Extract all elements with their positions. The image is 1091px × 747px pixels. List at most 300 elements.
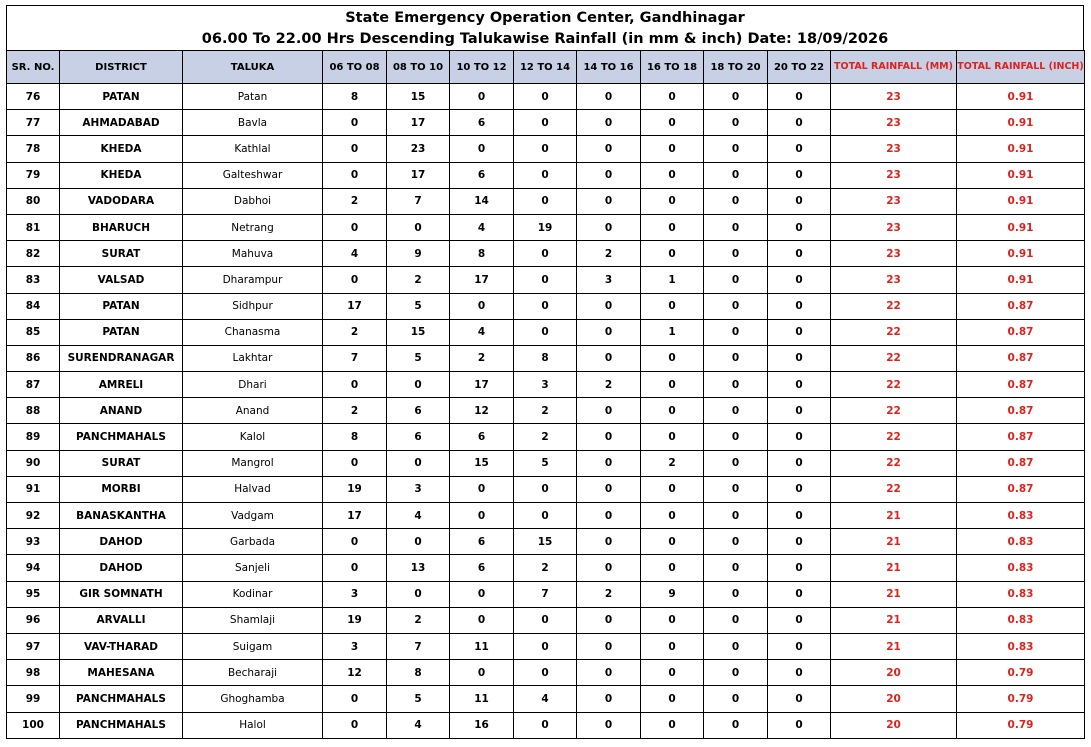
column-header: 18 TO 20	[704, 51, 768, 84]
rain-16-18-cell: 0	[641, 188, 704, 214]
table-row	[7, 84, 1085, 110]
rain-10-12-cell: 15	[450, 450, 514, 476]
total-mm-cell: 23	[831, 136, 957, 162]
column-header: 20 TO 22	[768, 51, 831, 84]
rain-20-22-cell: 0	[768, 267, 831, 293]
district-cell: DAHOD	[60, 529, 183, 555]
rain-06-08-cell: 8	[323, 424, 387, 450]
rain-14-16-cell: 2	[577, 241, 641, 267]
rain-16-18-cell: 0	[641, 660, 704, 686]
rain-18-20-cell: 0	[704, 267, 768, 293]
rain-14-16-cell: 0	[577, 188, 641, 214]
column-header: DISTRICT	[60, 51, 183, 84]
rain-06-08-cell: 0	[323, 267, 387, 293]
table-row	[7, 241, 1085, 267]
rain-14-16-cell: 0	[577, 660, 641, 686]
total-mm-cell: 22	[831, 398, 957, 424]
rain-14-16-cell: 2	[577, 581, 641, 607]
total-mm-cell: 22	[831, 345, 957, 371]
rain-08-10-cell: 5	[387, 293, 450, 319]
table-row	[7, 633, 1085, 659]
rain-14-16-cell: 2	[577, 372, 641, 398]
rain-08-10-cell: 15	[387, 319, 450, 345]
rain-12-14-cell: 15	[514, 529, 577, 555]
district-cell: AMRELI	[60, 372, 183, 398]
rain-08-10-cell: 17	[387, 162, 450, 188]
district-cell: PANCHMAHALS	[60, 686, 183, 712]
rain-20-22-cell: 0	[768, 450, 831, 476]
total-mm-cell: 23	[831, 110, 957, 136]
sr-no-cell: 96	[7, 607, 60, 633]
sr-no-cell: 81	[7, 214, 60, 240]
rain-16-18-cell: 0	[641, 398, 704, 424]
table-row	[7, 424, 1085, 450]
total-mm-cell: 23	[831, 241, 957, 267]
rain-06-08-cell: 7	[323, 345, 387, 371]
rain-14-16-cell: 0	[577, 424, 641, 450]
taluka-cell: Dharampur	[183, 267, 323, 293]
table-row	[7, 319, 1085, 345]
total-inch-cell: 0.83	[957, 581, 1085, 607]
column-header: 10 TO 12	[450, 51, 514, 84]
rain-10-12-cell: 17	[450, 267, 514, 293]
rain-10-12-cell: 14	[450, 188, 514, 214]
rain-20-22-cell: 0	[768, 84, 831, 110]
sr-no-cell: 100	[7, 712, 60, 738]
column-header: 12 TO 14	[514, 51, 577, 84]
rain-08-10-cell: 0	[387, 450, 450, 476]
rain-16-18-cell: 9	[641, 581, 704, 607]
sr-no-cell: 93	[7, 529, 60, 555]
rain-14-16-cell: 0	[577, 345, 641, 371]
rain-06-08-cell: 3	[323, 633, 387, 659]
rain-12-14-cell: 0	[514, 476, 577, 502]
rain-08-10-cell: 7	[387, 633, 450, 659]
taluka-cell: Kalol	[183, 424, 323, 450]
rain-18-20-cell: 0	[704, 424, 768, 450]
total-inch-cell: 0.83	[957, 529, 1085, 555]
rain-16-18-cell: 0	[641, 712, 704, 738]
taluka-cell: Dhari	[183, 372, 323, 398]
taluka-cell: Lakhtar	[183, 345, 323, 371]
table-row	[7, 293, 1085, 319]
taluka-cell: Becharaji	[183, 660, 323, 686]
total-inch-cell: 0.79	[957, 660, 1085, 686]
sr-no-cell: 84	[7, 293, 60, 319]
total-mm-cell: 22	[831, 319, 957, 345]
rain-10-12-cell: 0	[450, 581, 514, 607]
sr-no-cell: 88	[7, 398, 60, 424]
rain-18-20-cell: 0	[704, 712, 768, 738]
rain-20-22-cell: 0	[768, 319, 831, 345]
rain-12-14-cell: 0	[514, 319, 577, 345]
total-inch-cell: 0.91	[957, 136, 1085, 162]
column-header: 14 TO 16	[577, 51, 641, 84]
rain-08-10-cell: 0	[387, 372, 450, 398]
district-cell: BANASKANTHA	[60, 503, 183, 529]
district-cell: SURENDRANAGAR	[60, 345, 183, 371]
rain-12-14-cell: 2	[514, 398, 577, 424]
rain-16-18-cell: 0	[641, 424, 704, 450]
rain-20-22-cell: 0	[768, 607, 831, 633]
table-row	[7, 188, 1085, 214]
rain-12-14-cell: 2	[514, 555, 577, 581]
taluka-cell: Vadgam	[183, 503, 323, 529]
column-header-total-mm: TOTAL RAINFALL (MM)	[831, 51, 957, 84]
rain-20-22-cell: 0	[768, 293, 831, 319]
rain-10-12-cell: 0	[450, 660, 514, 686]
table-row	[7, 450, 1085, 476]
rain-20-22-cell: 0	[768, 241, 831, 267]
rain-18-20-cell: 0	[704, 241, 768, 267]
table-row	[7, 660, 1085, 686]
rain-06-08-cell: 3	[323, 581, 387, 607]
rain-20-22-cell: 0	[768, 476, 831, 502]
table-row	[7, 214, 1085, 240]
sr-no-cell: 83	[7, 267, 60, 293]
rain-12-14-cell: 0	[514, 241, 577, 267]
sr-no-cell: 80	[7, 188, 60, 214]
table-header-row	[7, 51, 1085, 84]
rain-06-08-cell: 17	[323, 293, 387, 319]
rain-12-14-cell: 0	[514, 607, 577, 633]
district-cell: KHEDA	[60, 162, 183, 188]
rain-06-08-cell: 19	[323, 476, 387, 502]
rain-10-12-cell: 11	[450, 686, 514, 712]
taluka-cell: Kodinar	[183, 581, 323, 607]
rain-20-22-cell: 0	[768, 424, 831, 450]
district-cell: SURAT	[60, 450, 183, 476]
total-inch-cell: 0.79	[957, 712, 1085, 738]
rain-08-10-cell: 15	[387, 84, 450, 110]
rain-14-16-cell: 3	[577, 267, 641, 293]
rain-18-20-cell: 0	[704, 214, 768, 240]
rain-18-20-cell: 0	[704, 319, 768, 345]
total-mm-cell: 20	[831, 660, 957, 686]
rain-20-22-cell: 0	[768, 529, 831, 555]
rain-06-08-cell: 0	[323, 529, 387, 555]
column-header: SR. NO.	[7, 51, 60, 84]
rain-16-18-cell: 0	[641, 293, 704, 319]
rain-10-12-cell: 6	[450, 110, 514, 136]
taluka-cell: Halol	[183, 712, 323, 738]
rain-14-16-cell: 0	[577, 503, 641, 529]
rain-12-14-cell: 3	[514, 372, 577, 398]
table-row	[7, 607, 1085, 633]
total-mm-cell: 21	[831, 581, 957, 607]
column-header: 06 TO 08	[323, 51, 387, 84]
rain-06-08-cell: 0	[323, 450, 387, 476]
district-cell: SURAT	[60, 241, 183, 267]
taluka-cell: Garbada	[183, 529, 323, 555]
rain-20-22-cell: 0	[768, 555, 831, 581]
rain-14-16-cell: 0	[577, 319, 641, 345]
rain-18-20-cell: 0	[704, 110, 768, 136]
total-mm-cell: 23	[831, 84, 957, 110]
rain-08-10-cell: 6	[387, 398, 450, 424]
rain-06-08-cell: 0	[323, 555, 387, 581]
total-mm-cell: 22	[831, 450, 957, 476]
table-row	[7, 110, 1085, 136]
rain-10-12-cell: 6	[450, 424, 514, 450]
rain-10-12-cell: 2	[450, 345, 514, 371]
total-inch-cell: 0.87	[957, 319, 1085, 345]
district-cell: BHARUCH	[60, 214, 183, 240]
table-row	[7, 581, 1085, 607]
total-mm-cell: 22	[831, 476, 957, 502]
report-header	[6, 5, 1084, 50]
rain-18-20-cell: 0	[704, 503, 768, 529]
table-row	[7, 686, 1085, 712]
total-inch-cell: 0.91	[957, 84, 1085, 110]
rain-12-14-cell: 0	[514, 136, 577, 162]
district-cell: ARVALLI	[60, 607, 183, 633]
sr-no-cell: 90	[7, 450, 60, 476]
table-row	[7, 712, 1085, 738]
district-cell: GIR SOMNATH	[60, 581, 183, 607]
rain-06-08-cell: 0	[323, 162, 387, 188]
district-cell: PANCHMAHALS	[60, 424, 183, 450]
report-subtitle: 06.00 To 22.00 Hrs Descending Talukawise Rainfall (in mm & inch) Date: 18/09/2026	[201, 31, 889, 47]
rain-08-10-cell: 0	[387, 581, 450, 607]
total-inch-cell: 0.83	[957, 607, 1085, 633]
rain-12-14-cell: 0	[514, 660, 577, 686]
rain-12-14-cell: 0	[514, 162, 577, 188]
district-cell: VADODARA	[60, 188, 183, 214]
column-header: 16 TO 18	[641, 51, 704, 84]
sr-no-cell: 79	[7, 162, 60, 188]
rain-20-22-cell: 0	[768, 345, 831, 371]
rain-20-22-cell: 0	[768, 633, 831, 659]
rain-08-10-cell: 13	[387, 555, 450, 581]
rain-20-22-cell: 0	[768, 581, 831, 607]
rain-16-18-cell: 0	[641, 110, 704, 136]
taluka-cell: Bavla	[183, 110, 323, 136]
rain-16-18-cell: 1	[641, 319, 704, 345]
rain-16-18-cell: 2	[641, 450, 704, 476]
rain-14-16-cell: 0	[577, 110, 641, 136]
district-cell: PATAN	[60, 319, 183, 345]
taluka-cell: Galteshwar	[183, 162, 323, 188]
rain-18-20-cell: 0	[704, 476, 768, 502]
table-body	[7, 84, 1085, 739]
rain-16-18-cell: 0	[641, 345, 704, 371]
rain-12-14-cell: 0	[514, 188, 577, 214]
rain-18-20-cell: 0	[704, 398, 768, 424]
district-cell: DAHOD	[60, 555, 183, 581]
report-title: State Emergency Operation Center, Gandhinagar	[345, 10, 745, 26]
rain-18-20-cell: 0	[704, 633, 768, 659]
table-row	[7, 136, 1085, 162]
rain-06-08-cell: 0	[323, 372, 387, 398]
rain-08-10-cell: 5	[387, 686, 450, 712]
rain-06-08-cell: 0	[323, 686, 387, 712]
rain-10-12-cell: 6	[450, 555, 514, 581]
rain-18-20-cell: 0	[704, 529, 768, 555]
rain-16-18-cell: 0	[641, 529, 704, 555]
rain-12-14-cell: 8	[514, 345, 577, 371]
total-mm-cell: 23	[831, 214, 957, 240]
total-inch-cell: 0.87	[957, 424, 1085, 450]
column-header-total-inch: TOTAL RAINFALL (INCH)	[957, 51, 1085, 84]
district-cell: AHMADABAD	[60, 110, 183, 136]
rain-06-08-cell: 4	[323, 241, 387, 267]
table-row	[7, 555, 1085, 581]
taluka-cell: Patan	[183, 84, 323, 110]
sr-no-cell: 85	[7, 319, 60, 345]
rain-08-10-cell: 23	[387, 136, 450, 162]
rain-08-10-cell: 17	[387, 110, 450, 136]
taluka-cell: Sidhpur	[183, 293, 323, 319]
district-cell: PATAN	[60, 293, 183, 319]
rain-10-12-cell: 4	[450, 214, 514, 240]
rain-08-10-cell: 0	[387, 214, 450, 240]
rain-08-10-cell: 9	[387, 241, 450, 267]
total-inch-cell: 0.87	[957, 293, 1085, 319]
rain-14-16-cell: 0	[577, 84, 641, 110]
sr-no-cell: 94	[7, 555, 60, 581]
rain-10-12-cell: 12	[450, 398, 514, 424]
taluka-cell: Chanasma	[183, 319, 323, 345]
rain-16-18-cell: 0	[641, 214, 704, 240]
district-cell: KHEDA	[60, 136, 183, 162]
sr-no-cell: 82	[7, 241, 60, 267]
rain-18-20-cell: 0	[704, 372, 768, 398]
sr-no-cell: 86	[7, 345, 60, 371]
district-cell: VALSAD	[60, 267, 183, 293]
table-row	[7, 529, 1085, 555]
total-mm-cell: 21	[831, 607, 957, 633]
total-inch-cell: 0.87	[957, 450, 1085, 476]
rain-12-14-cell: 4	[514, 686, 577, 712]
total-inch-cell: 0.91	[957, 241, 1085, 267]
rain-08-10-cell: 2	[387, 607, 450, 633]
rain-12-14-cell: 5	[514, 450, 577, 476]
rain-14-16-cell: 0	[577, 450, 641, 476]
rain-08-10-cell: 3	[387, 476, 450, 502]
rain-20-22-cell: 0	[768, 686, 831, 712]
rain-14-16-cell: 0	[577, 398, 641, 424]
total-inch-cell: 0.91	[957, 214, 1085, 240]
rain-18-20-cell: 0	[704, 581, 768, 607]
rain-06-08-cell: 12	[323, 660, 387, 686]
total-mm-cell: 22	[831, 372, 957, 398]
rain-16-18-cell: 0	[641, 503, 704, 529]
taluka-cell: Dabhoi	[183, 188, 323, 214]
taluka-cell: Anand	[183, 398, 323, 424]
rain-16-18-cell: 1	[641, 267, 704, 293]
rain-06-08-cell: 17	[323, 503, 387, 529]
taluka-cell: Suigam	[183, 633, 323, 659]
rain-08-10-cell: 8	[387, 660, 450, 686]
rain-14-16-cell: 0	[577, 476, 641, 502]
rain-14-16-cell: 0	[577, 293, 641, 319]
rain-10-12-cell: 16	[450, 712, 514, 738]
total-inch-cell: 0.83	[957, 503, 1085, 529]
district-cell: VAV-THARAD	[60, 633, 183, 659]
total-mm-cell: 21	[831, 633, 957, 659]
rain-06-08-cell: 2	[323, 319, 387, 345]
sr-no-cell: 76	[7, 84, 60, 110]
rain-16-18-cell: 0	[641, 136, 704, 162]
total-inch-cell: 0.87	[957, 398, 1085, 424]
rain-10-12-cell: 11	[450, 633, 514, 659]
rain-14-16-cell: 0	[577, 162, 641, 188]
total-inch-cell: 0.79	[957, 686, 1085, 712]
sr-no-cell: 87	[7, 372, 60, 398]
rain-16-18-cell: 0	[641, 686, 704, 712]
rain-20-22-cell: 0	[768, 372, 831, 398]
sr-no-cell: 78	[7, 136, 60, 162]
taluka-cell: Ghoghamba	[183, 686, 323, 712]
table-row	[7, 503, 1085, 529]
rain-12-14-cell: 0	[514, 633, 577, 659]
rain-14-16-cell: 0	[577, 633, 641, 659]
total-mm-cell: 22	[831, 424, 957, 450]
rain-14-16-cell: 0	[577, 136, 641, 162]
district-cell: PANCHMAHALS	[60, 712, 183, 738]
rain-08-10-cell: 7	[387, 188, 450, 214]
rain-12-14-cell: 0	[514, 503, 577, 529]
rain-10-12-cell: 6	[450, 162, 514, 188]
district-cell: MAHESANA	[60, 660, 183, 686]
rain-10-12-cell: 6	[450, 529, 514, 555]
rain-12-14-cell: 0	[514, 293, 577, 319]
rain-10-12-cell: 0	[450, 84, 514, 110]
sr-no-cell: 98	[7, 660, 60, 686]
rain-16-18-cell: 0	[641, 476, 704, 502]
rain-10-12-cell: 17	[450, 372, 514, 398]
rain-10-12-cell: 0	[450, 476, 514, 502]
total-mm-cell: 23	[831, 188, 957, 214]
rain-16-18-cell: 0	[641, 555, 704, 581]
rain-08-10-cell: 6	[387, 424, 450, 450]
rain-08-10-cell: 0	[387, 529, 450, 555]
rain-08-10-cell: 2	[387, 267, 450, 293]
total-inch-cell: 0.83	[957, 555, 1085, 581]
rain-18-20-cell: 0	[704, 345, 768, 371]
rain-20-22-cell: 0	[768, 188, 831, 214]
rain-18-20-cell: 0	[704, 293, 768, 319]
total-mm-cell: 23	[831, 267, 957, 293]
rain-18-20-cell: 0	[704, 136, 768, 162]
district-cell: MORBI	[60, 476, 183, 502]
total-inch-cell: 0.91	[957, 188, 1085, 214]
sr-no-cell: 77	[7, 110, 60, 136]
rain-14-16-cell: 0	[577, 529, 641, 555]
total-inch-cell: 0.91	[957, 267, 1085, 293]
rain-18-20-cell: 0	[704, 84, 768, 110]
rain-06-08-cell: 0	[323, 712, 387, 738]
rain-10-12-cell: 0	[450, 503, 514, 529]
rain-18-20-cell: 0	[704, 450, 768, 476]
total-mm-cell: 21	[831, 555, 957, 581]
rainfall-table	[6, 50, 1085, 739]
rain-10-12-cell: 4	[450, 319, 514, 345]
taluka-cell: Shamlaji	[183, 607, 323, 633]
rain-16-18-cell: 0	[641, 633, 704, 659]
rain-18-20-cell: 0	[704, 686, 768, 712]
sr-no-cell: 92	[7, 503, 60, 529]
rain-06-08-cell: 2	[323, 188, 387, 214]
table-row	[7, 345, 1085, 371]
total-mm-cell: 21	[831, 503, 957, 529]
rain-16-18-cell: 0	[641, 372, 704, 398]
rain-16-18-cell: 0	[641, 607, 704, 633]
rain-12-14-cell: 0	[514, 84, 577, 110]
rain-12-14-cell: 19	[514, 214, 577, 240]
total-inch-cell: 0.91	[957, 162, 1085, 188]
